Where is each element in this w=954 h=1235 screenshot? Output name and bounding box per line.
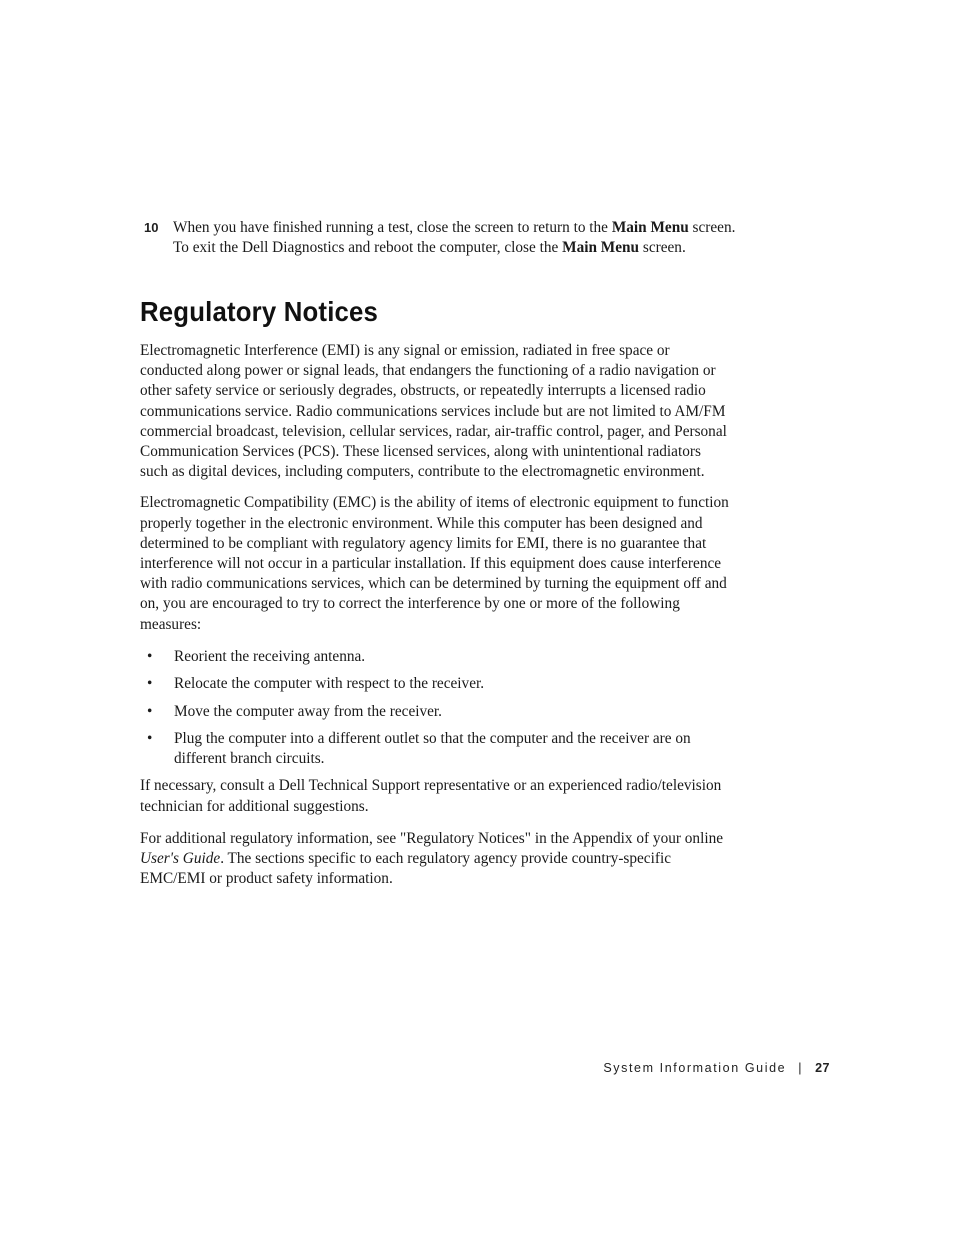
list-item: • Relocate the computer with respect to the receiver. xyxy=(147,675,485,693)
list-item: • Reorient the receiving antenna. xyxy=(147,647,366,665)
emi-paragraph: Electromagnetic Interference (EMI) is any signal or emission, radiated in free space or conducted along power or signal leads, that endangers the functioning of a radio navigation or other safety service or seriously degrades, obstructs, or repeatedly interrupts a licensed radio communications service. Radio communications services include but are not limited to AM/FM commercial broadcast, television, cellular services, radar, air-traffic control, pager, and Personal Communication Services (PCS). These licensed services, along with unintentional radiators such as digital devices, including computers, contribute to the electromagnetic environment. xyxy=(140,342,727,481)
additional-info-paragraph: For additional regulatory information, see "Regulatory Notices" in the Appendix of your online User's Guide. The sections specific to each regulatory agency provide country-specific EMC/EMI or product safety information. xyxy=(140,829,724,888)
bullet-icon: • xyxy=(147,675,153,693)
main-menu-term: Main Menu xyxy=(562,238,640,256)
main-menu-term: Main Menu xyxy=(611,219,689,236)
section-title: Regulatory Notices xyxy=(140,296,379,327)
page-footer xyxy=(603,1061,830,1075)
footer-separator: | xyxy=(798,1061,804,1075)
bullet-icon: • xyxy=(147,730,153,748)
bullet-icon: • xyxy=(147,647,153,665)
users-guide-title: User's Guide xyxy=(140,849,221,867)
support-paragraph: If necessary, consult a Dell Technical Support representative or an experienced radio/television technician for additional suggestions. xyxy=(140,777,722,815)
list-item: • Plug the computer into a different outlet so that the computer and the receiver are on different branch circuits. xyxy=(147,730,691,767)
list-item: • Move the computer away from the receiver. xyxy=(147,702,443,720)
step-number: 10 xyxy=(144,220,159,235)
emc-paragraph: Electromagnetic Compatibility (EMC) is the ability of items of electronic equipment to function properly together in the electronic environment. While this computer has been designed and determined to be compliant with regulatory agency limits for EMI, there is no guarantee that interference will not occur in a particular installation. If this equipment does cause interference with radio communications services, which can be determined by turning the equipment off and on, you are encouraged to try to correct the interference by one or more of the following measures: xyxy=(140,494,729,633)
page-number: 27 xyxy=(815,1061,830,1075)
step-text: When you have finished running a test, close the screen to return to the Main Menu screen. To exit the Dell Diagnostics and reboot the computer, close the Main Menu screen. xyxy=(173,219,736,256)
measures-list xyxy=(140,647,732,769)
bullet-icon: • xyxy=(147,702,153,720)
step-10 xyxy=(140,218,740,257)
section-body xyxy=(140,341,732,901)
guide-title: System Information Guide xyxy=(603,1061,787,1075)
